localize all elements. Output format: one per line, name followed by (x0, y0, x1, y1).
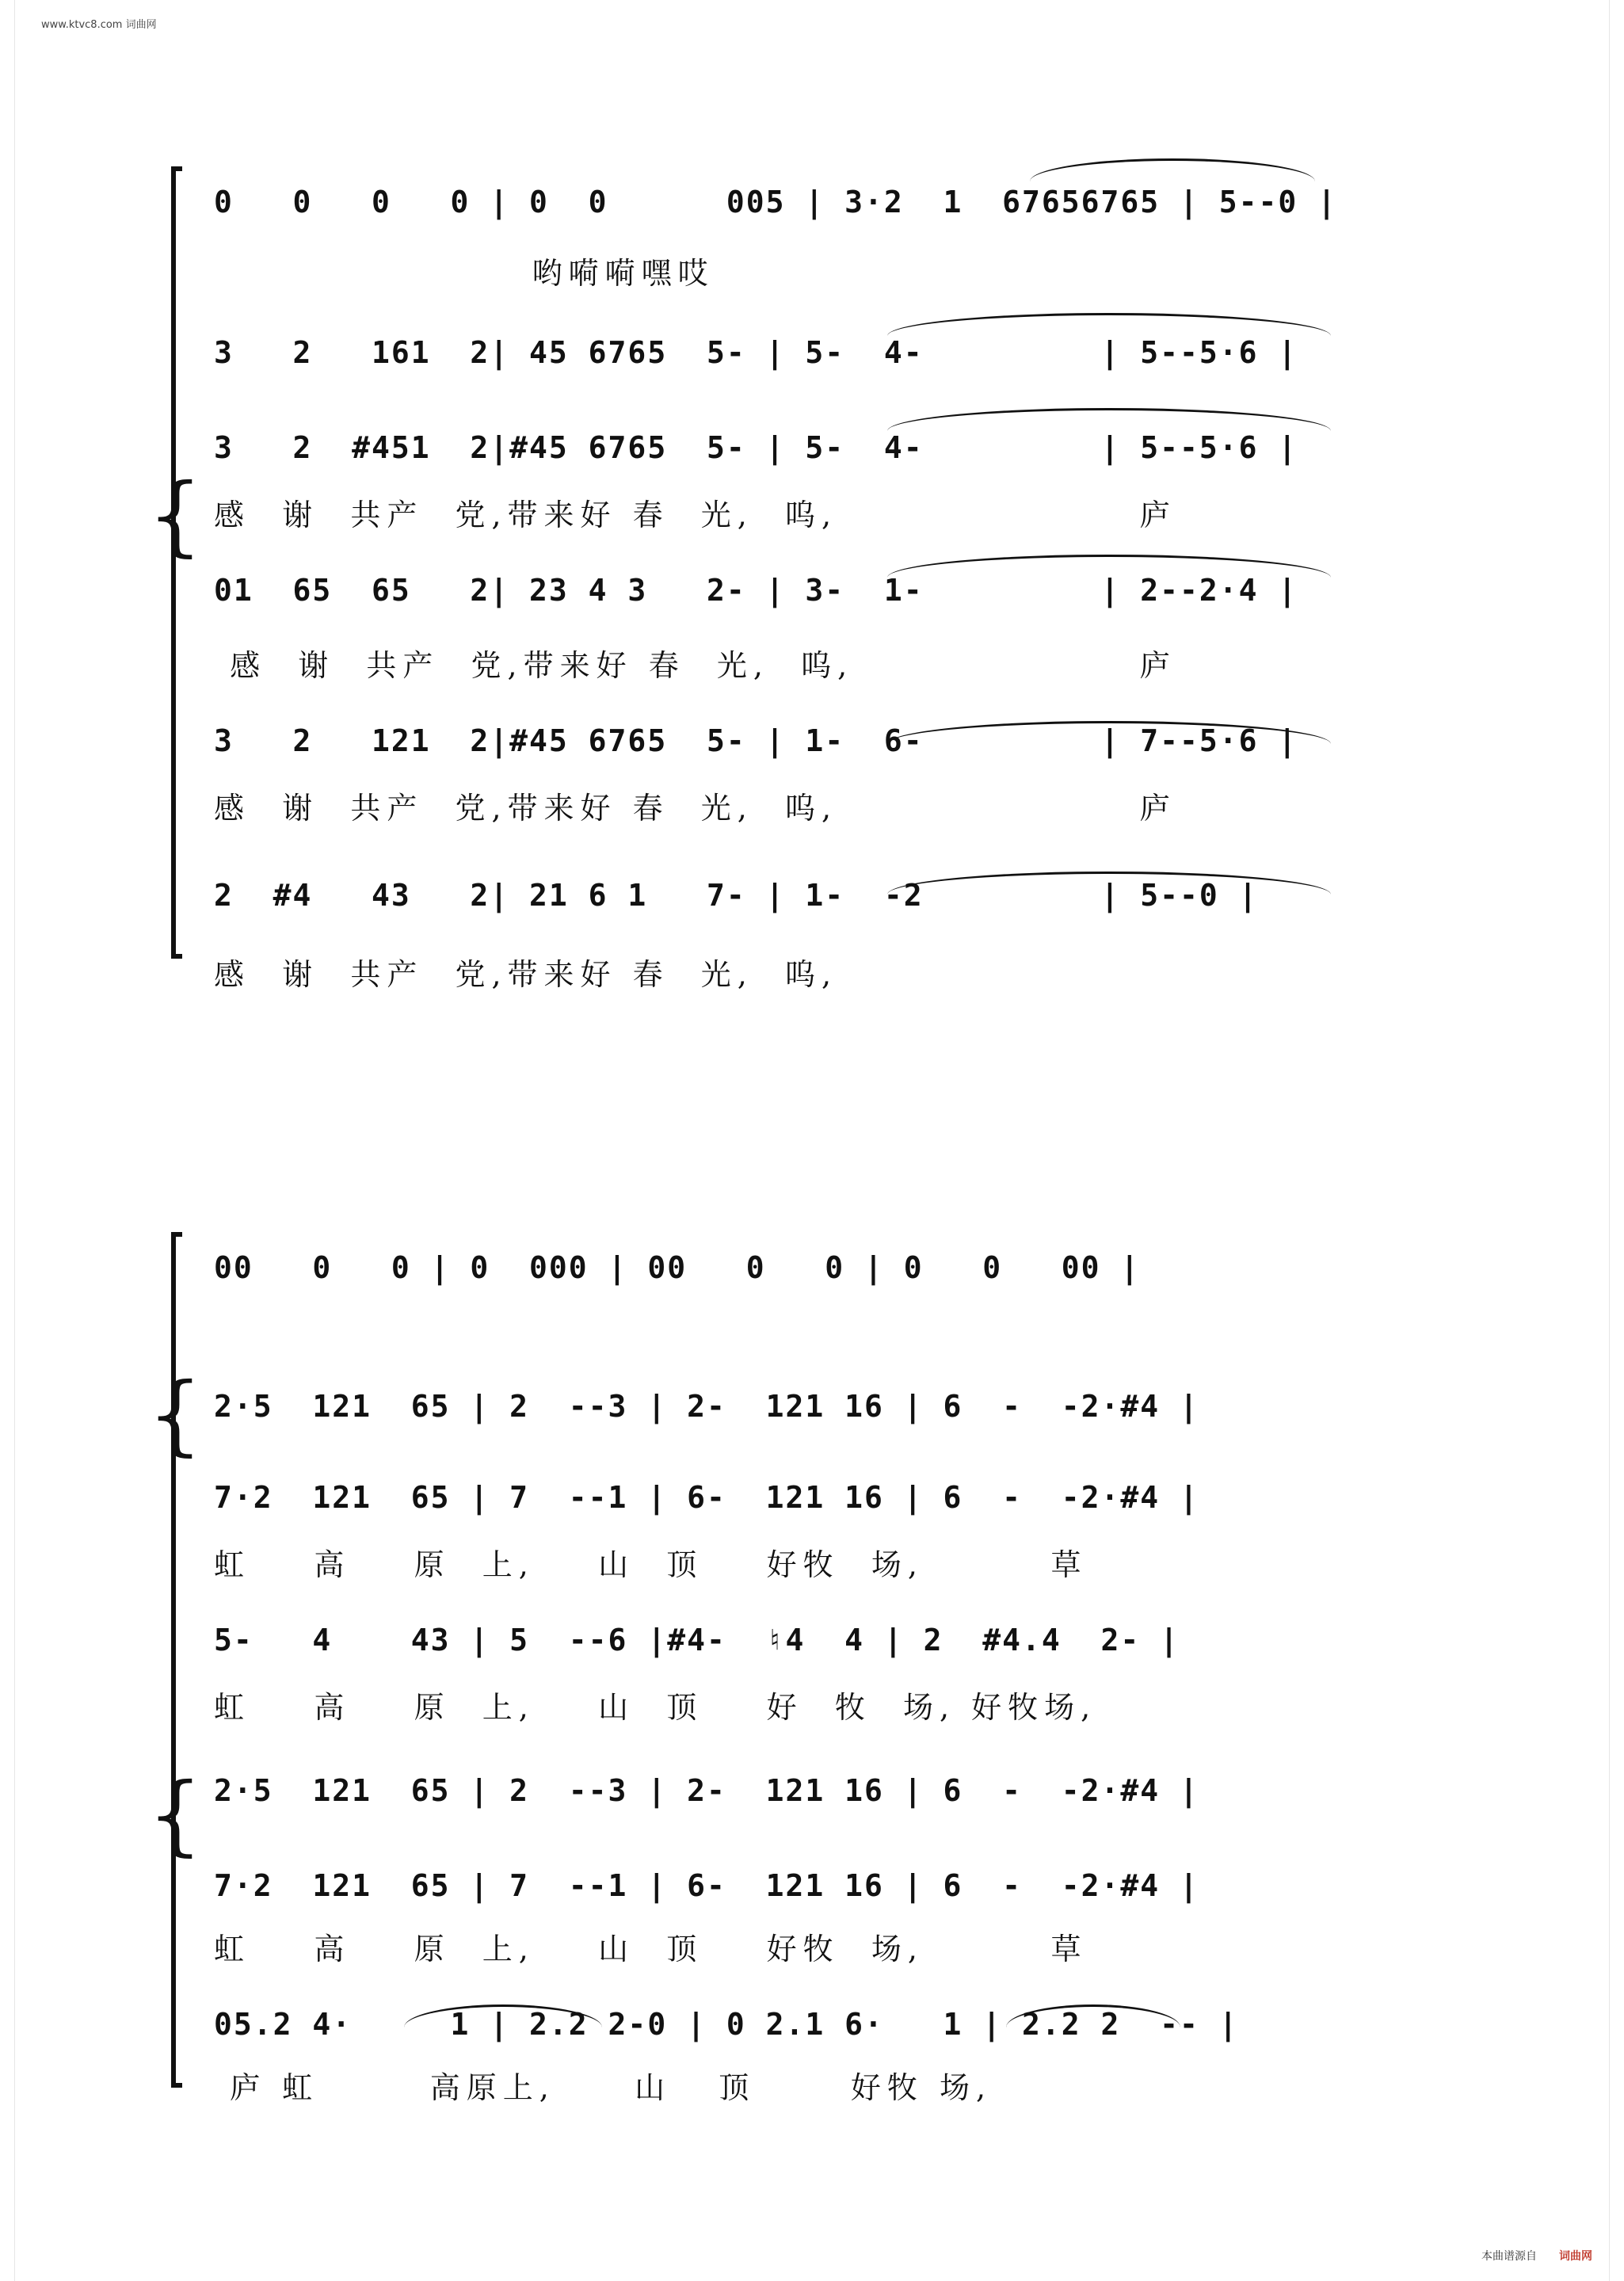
lyrics-line: 感 谢 共产 党,带来好 春 光, 呜, (214, 957, 838, 992)
score-row (174, 174, 1458, 230)
score-row (174, 1925, 1458, 1981)
lyrics-line: 庐 虹 高原上, 山 顶 好牧 场, (214, 2070, 993, 2105)
slur (887, 313, 1331, 336)
score-row (174, 868, 1458, 923)
score-row (174, 951, 1458, 1006)
right-margin-strip (1609, 0, 1624, 2281)
score-row (174, 2064, 1458, 2119)
score-row (174, 1240, 1458, 1295)
score-row (174, 1763, 1458, 1818)
slur (887, 555, 1331, 578)
score-row (174, 491, 1458, 547)
score-row (174, 1470, 1458, 1525)
notes-line: 7·2 121 65 | 7 --1 | 6- 121 16 | 6 - -2·#4 | (214, 1480, 1199, 1515)
score-row (174, 642, 1458, 697)
score-system-2 (147, 1224, 1458, 2105)
lyrics-line: 虹 高 原 上, 山 顶 好牧 场, 草 (214, 1932, 1088, 1966)
score-row (174, 250, 1458, 305)
lyrics-line: 感 谢 共产 党,带来好 春 光, 呜, 庐 (214, 498, 1176, 532)
staff-brace: { (147, 1764, 203, 1865)
notes-line: 2 #4 43 2| 21 6 1 7- | 1- -2 | 5--0 | (214, 878, 1259, 913)
staff-brace: { (147, 464, 203, 566)
score-row (174, 1858, 1458, 1913)
score-row (174, 1541, 1458, 1596)
notes-line: 3 2 161 2| 45 6765 5- | 5- 4- | 5--5·6 | (214, 335, 1298, 370)
score-row (174, 1612, 1458, 1668)
score-system-1 (147, 158, 1458, 1014)
lyrics-line: 哟嗬嗬嘿哎 (214, 256, 715, 291)
lyrics-line: 虹 高 原 上, 山 顶 好 牧 场, 好牧场, (214, 1690, 1097, 1725)
footer-site[interactable]: 词曲网 (1559, 2250, 1592, 2263)
notes-line: 5- 4 43 | 5 --6 |#4- ♮4 4 | 2 #4.4 2- | (214, 1623, 1180, 1657)
left-margin-strip (0, 0, 15, 2281)
score-row (174, 1997, 1458, 2052)
notes-line: 00 0 0 | 0 000 | 00 0 0 | 0 0 00 | (214, 1250, 1141, 1285)
footer-source: 本曲谱源自 (1481, 2250, 1537, 2263)
lyrics-line: 感 谢 共产 党,带来好 春 光, 呜, 庐 (214, 791, 1176, 826)
score-row (174, 1684, 1458, 1739)
notes-line: 7·2 121 65 | 7 --1 | 6- 121 16 | 6 - -2·#4 | (214, 1868, 1199, 1903)
notes-line: 2·5 121 65 | 2 --3 | 2- 121 16 | 6 - -2·#4 | (214, 1389, 1199, 1424)
lyrics-line: 感 谢 共产 党,带来好 春 光, 呜, 庐 (214, 648, 1176, 683)
notes-line: 3 2 121 2|#45 6765 5- | 1- 6- | 7--5·6 | (214, 723, 1298, 758)
notes-line: 3 2 #451 2|#45 6765 5- | 5- 4- | 5--5·6 | (214, 430, 1298, 465)
slur (887, 408, 1331, 431)
notes-line: 05.2 4· 1 | 2.2 2-0 | 0 2.1 6· 1 | 2.2 2 -- | (214, 2007, 1239, 2042)
header-url: www.ktvc8.com 词曲网 (41, 19, 157, 31)
staff-brace: { (147, 1364, 203, 1465)
notes-line: 01 65 65 2| 23 4 3 2- | 3- 1- | 2--2·4 | (214, 573, 1298, 608)
lyrics-line: 虹 高 原 上, 山 顶 好牧 场, 草 (214, 1547, 1088, 1582)
notes-line: 2·5 121 65 | 2 --3 | 2- 121 16 | 6 - -2·#4 | (214, 1773, 1199, 1808)
score-row (174, 1379, 1458, 1434)
notes-line: 0 0 0 0 | 0 0 005 | 3·2 1 67656765 | 5--0 | (214, 185, 1338, 219)
score-row (174, 784, 1458, 840)
slur (1030, 158, 1315, 181)
